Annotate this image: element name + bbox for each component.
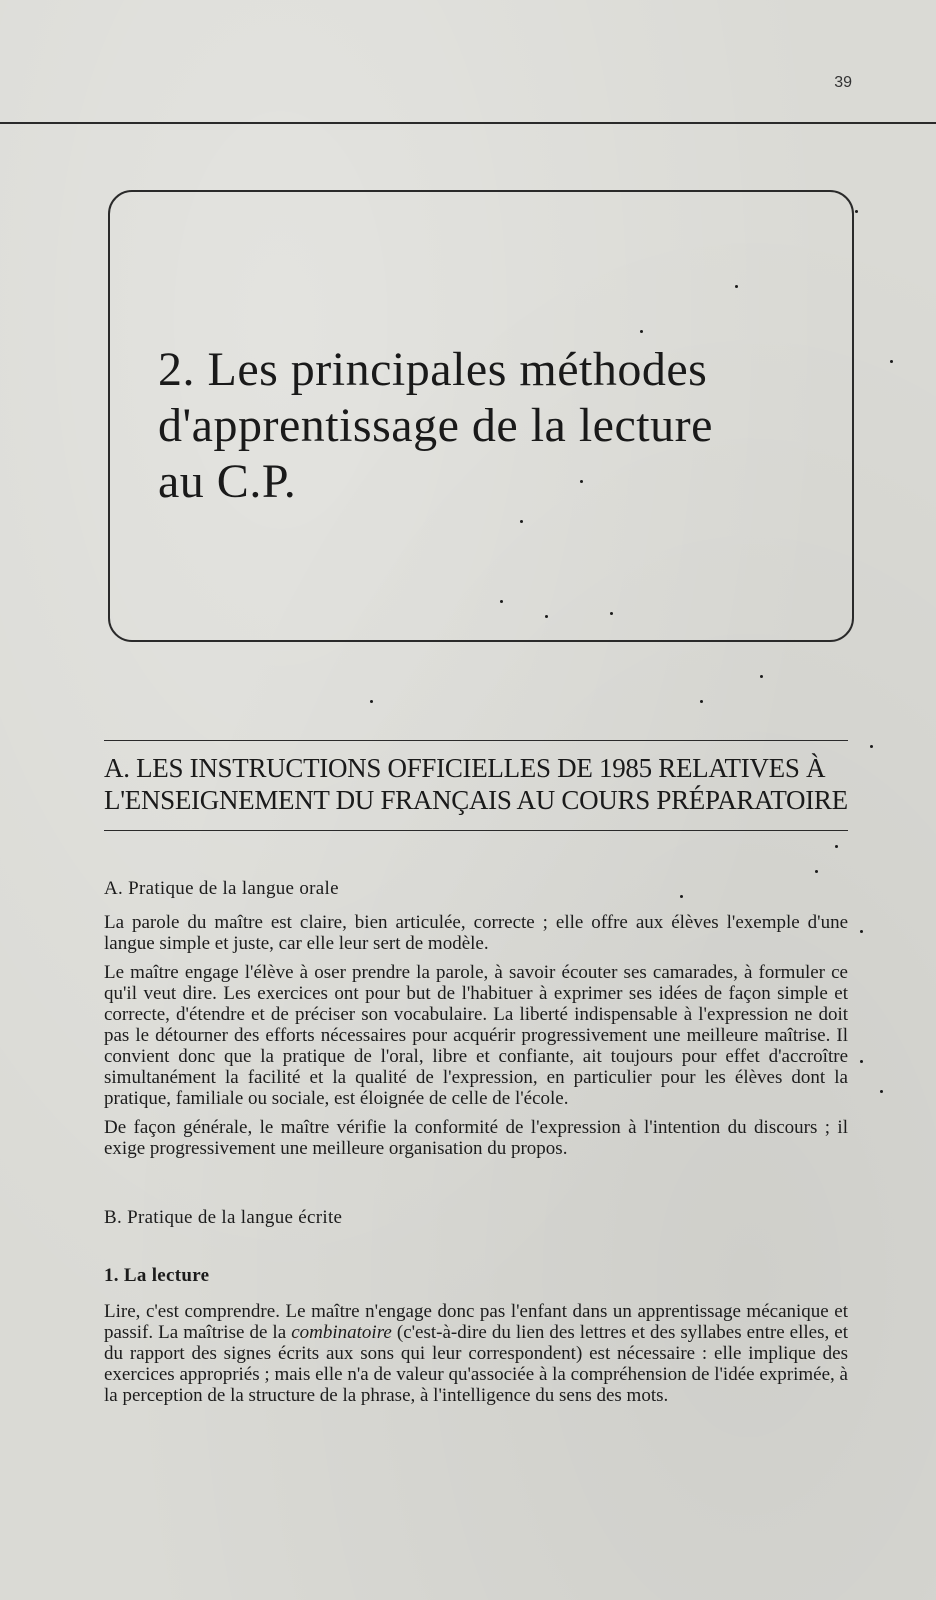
speck <box>370 700 373 703</box>
lecture-paragraph <box>104 1301 848 1406</box>
speck <box>760 675 763 678</box>
section-heading: A. LES INSTRUCTIONS OFFICIELLES DE 1985 RELATIVES À L'ENSEIGNEMENT DU FRANÇAIS AU COURS PRÉPARATOIRE <box>104 753 848 815</box>
speck <box>680 895 683 898</box>
speck <box>735 285 738 288</box>
speck <box>860 1060 863 1063</box>
speck <box>870 745 873 748</box>
body-text <box>104 878 848 1414</box>
section-rule-top <box>104 740 848 741</box>
speck <box>835 845 838 848</box>
paragraph: Le maître engage l'élève à oser prendre la parole, à savoir écouter ses camarades, à formuler ce qu'il veut dire. Les exercices ont pour but de l'habituer à exprimer ses idées de façon simple et correcte, d'étendre et de préciser son vocabulaire. La liberté indispensable à l'expression ne doit pas le détourner des efforts nécessaires pour acquérir progressivement une meilleure maîtrise. Il convient donc que la pratique de l'oral, libre et confiante, ait toujours pour effet d'accroître simultanément la facilité et la qualité de l'expression, en particulier pour les élèves dont la pratique, familiale ou sociale, est éloignée de celle de l'école. <box>104 962 848 1109</box>
section-rule-bottom <box>104 830 848 831</box>
speck <box>610 612 613 615</box>
lecture-heading: 1. La lecture <box>104 1265 210 1286</box>
speck <box>500 600 503 603</box>
speck <box>880 1090 883 1093</box>
speck <box>520 520 523 523</box>
paragraph: La parole du maître est claire, bien articulée, correcte ; elle offre aux élèves l'exemple d'une langue simple et juste, car elle leur sert de modèle. <box>104 912 848 954</box>
speck <box>860 930 863 933</box>
chapter-title: 2. Les principales méthodes d'apprentissage de la lecture au C.P. <box>158 343 713 508</box>
header-rule <box>0 122 936 124</box>
speck <box>855 210 858 213</box>
speck <box>700 700 703 703</box>
chapter-title-box <box>108 190 854 642</box>
paragraph: De façon générale, le maître vérifie la conformité de l'expression à l'intention du discours ; il exige progressivement une meilleure organisation du propos. <box>104 1117 848 1159</box>
subsection-a-title: A. Pratique de la langue orale <box>104 878 339 899</box>
speck <box>545 615 548 618</box>
page-number: 39 <box>834 74 852 91</box>
lecture-paragraph-end: (c'est-à-dire du lien des lettres et des syllabes entre elles, et du rapport des signes écrits aux sons qui leur correspondent) est nécessaire : elle implique des exercices appropriés ; mais elle n'a de valeur qu'associée à la compréhension de l'idée exprimée, à la perception de la structure de la phrase, à l'intelligence du sens des mots. <box>104 1322 848 1406</box>
speck <box>580 480 583 483</box>
lecture-paragraph-start: Lire, c'est comprendre. Le maître n'engage donc pas l'enfant dans un apprentissage mécanique et passif. La maîtrise de la <box>104 1301 848 1343</box>
speck <box>890 360 893 363</box>
speck <box>815 870 818 873</box>
speck <box>640 330 643 333</box>
subsection-b-title: B. Pratique de la langue écrite <box>104 1207 343 1228</box>
emphasized-term: combinatoire <box>291 1322 392 1343</box>
